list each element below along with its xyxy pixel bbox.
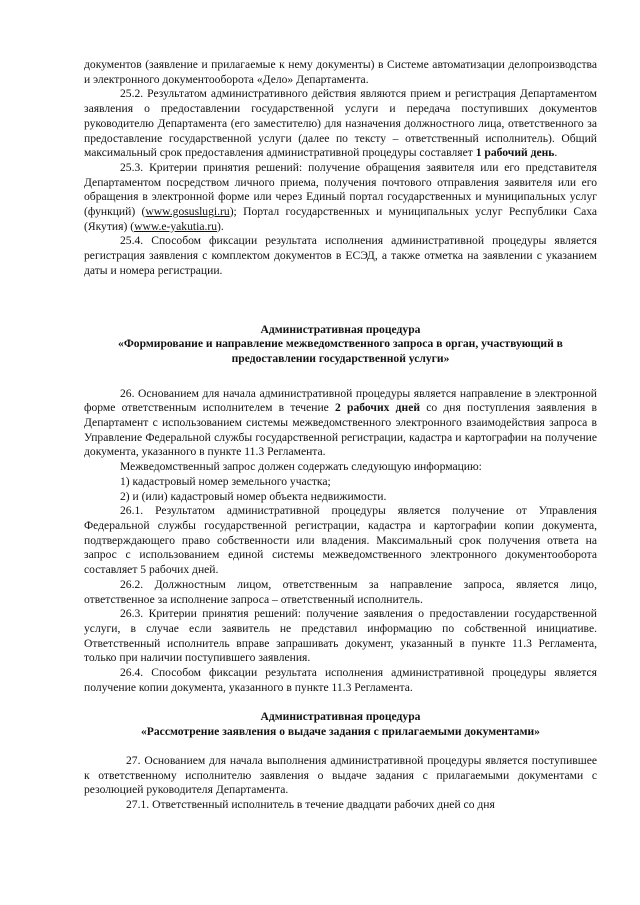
paragraph-26-deadline: 2 рабочих дней xyxy=(335,401,421,415)
paragraph-25-2-end: . xyxy=(554,146,558,160)
paragraph-25-4: 25.4. Способом фиксации результата исполнения административной процедуры является регистрация заявления с комплектом документов в ЕСЭД, а также отметка на заявлении с указанием даты и номера регистрации. xyxy=(84,234,597,277)
section-heading-application-review xyxy=(84,710,597,739)
document-body xyxy=(84,58,597,813)
e-yakutia-link[interactable]: www.e-yakutia.ru xyxy=(134,219,218,233)
paragraph-25-3-text-a: 25.3. Критерии принятия решений: получение обращения заявителя или его представителя Департаментом посредством личного приема, получения почтового отправления заявителя или его обращения в электронной форме или через Единый портал государственных и муниципальных услуг (функций) ( xyxy=(84,160,597,219)
section-heading-title: Административная процедура xyxy=(260,710,421,724)
section-heading-interagency-request xyxy=(84,323,597,367)
paragraph-26-3: 26.3. Критерии принятия решений: получение заявления о предоставлении государственной услуги, в случае если заявитель не представил информацию по собственной инициативе. Ответственный исполнитель вправе запрашивать документ, указанный в пункте 11.3 Регламента, только при наличии поступившего заявления. xyxy=(84,607,597,665)
section-heading-subtitle: «Формирование и направление межведомственного запроса в орган, участвующий в предоставлении государственной услуги» xyxy=(118,337,563,365)
paragraph-27: 27. Основанием для начала выполнения административной процедуры является поступившее к ответственному исполнителю заявления о выдаче задания с прилагаемыми документами с резолюцией руководителя Департамента. xyxy=(84,753,597,797)
section-heading-subtitle: «Рассмотрение заявления о выдаче задания с прилагаемыми документами» xyxy=(141,725,540,739)
paragraph-25-3-text-b: ); Портал государственных и муниципальных услуг Республики Саха (Якутия) ( xyxy=(84,205,597,233)
paragraph-26 xyxy=(84,387,597,461)
list-item: 1) кадастровый номер земельного участка; xyxy=(120,474,331,488)
paragraph-intro: документов (заявление и прилагаемые к нему документы) в Системе автоматизации делопроизводства и электронного документооборота «Дело» Департамента. xyxy=(84,58,597,86)
gosuslugi-link[interactable]: www.gosuslugi.ru xyxy=(145,205,230,219)
paragraph-request-info: Межведомственный запрос должен содержать следующую информацию: xyxy=(120,460,482,474)
paragraph-26-text-b: со дня поступления заявления в Департамент с использованием системы межведомственного электронного взаимодействия запроса в Управление Федеральной службы государственной регистрации, кадастра и картографии на получение документа, указанного в пункте 11.3 Регламента. xyxy=(84,401,598,459)
paragraph-26-4: 26.4. Способом фиксации результата исполнения административной процедуры является получение копии документа, указанного в пункте 11.3 Регламента. xyxy=(84,666,597,694)
paragraph-25-3 xyxy=(84,161,597,235)
section-heading-title: Административная процедура xyxy=(260,322,421,336)
paragraph-25-2 xyxy=(84,87,597,161)
paragraph-26-2: 26.2. Должностным лицом, ответственным за направление запроса, является лицо, ответственное за исполнение запроса – ответственный исполнитель. xyxy=(84,577,597,606)
paragraph-25-2-text: 25.2. Результатом административного действия являются прием и регистрация Департаментом заявления о предоставлении государственной услуги и передача поступивших документов руководителю Департамента (его заместителю) для назначения должностного лица, ответственного за предоставление государственной услуги (далее по тексту – ответственный исполнитель). Общий максимальный срок предоставления административной процедуры составляет xyxy=(84,87,597,160)
paragraph-26-1: 26.1. Результатом административной процедуры является получение от Управления Федеральной службы государственной регистрации, кадастра и картографии копии документа, подтверждающего право собственности или владения. Максимальный срок получения ответа на запрос с использованием единой системы межведомственного электронного документооборота составляет 5 рабочих дней. xyxy=(84,504,597,577)
paragraph-26-text-a: 26. Основанием для начала административной процедуры является направление в электронной форме ответственным исполнителем в течение xyxy=(84,386,597,415)
paragraph-25-2-deadline: 1 рабочий день xyxy=(475,146,555,160)
list-item: 2) и (или) кадастровый номер объекта недвижимости. xyxy=(120,489,387,503)
paragraph-25-3-text-c: ). xyxy=(217,219,224,233)
paragraph-27-1: 27.1. Ответственный исполнитель в течение двадцати рабочих дней со дня xyxy=(126,797,495,811)
